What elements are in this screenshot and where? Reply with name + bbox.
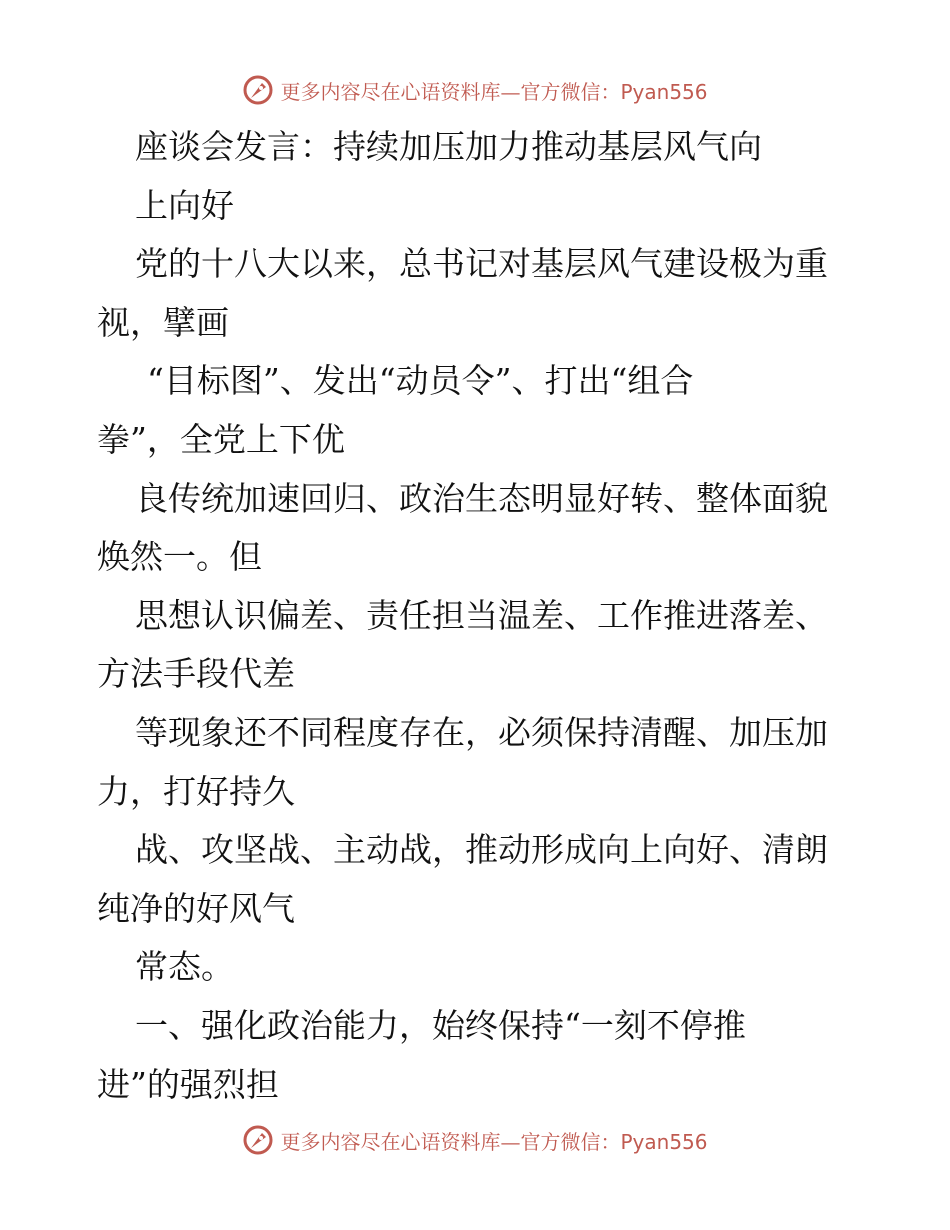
text-line: 一、强化政治能力，始终保持“一刻不停推 xyxy=(135,1005,746,1045)
footer-watermark-banner xyxy=(0,1120,950,1160)
header-watermark-banner xyxy=(0,70,950,110)
text-line: 良传统加速回归、政治生态明显好转、整体面貌 xyxy=(135,478,828,518)
text-line: 焕然一。但 xyxy=(97,537,262,577)
text-line: 纯净的好风气 xyxy=(97,888,295,928)
text-line: 力，打好持久 xyxy=(97,771,295,811)
text-line: 座谈会发言：持续加压加力推动基层风气向 xyxy=(135,127,762,166)
document-body xyxy=(0,118,950,1114)
text-line: 思想认识偏差、责任担当温差、工作推进落差、 xyxy=(135,595,828,635)
text-line: 进”的强烈担 xyxy=(97,1064,279,1104)
banner-text: 更多内容尽在心语资料库—官方微信： xyxy=(280,1129,621,1154)
text-line: 常态。 xyxy=(135,947,234,987)
banner-text: 更多内容尽在心语资料库—官方微信： xyxy=(280,79,621,104)
text-line: 方法手段代差 xyxy=(97,654,295,694)
text-line: 党的十八大以来，总书记对基层风气建设极为重 xyxy=(135,244,828,284)
text-line: 拳”，全党上下优 xyxy=(97,419,345,459)
text-line: 等现象还不同程度存在，必须保持清醒、加压加 xyxy=(135,712,828,752)
pen-nib-logo-icon xyxy=(242,1124,274,1156)
banner-wechat-id: Pyan556 xyxy=(620,79,708,104)
text-line: 上向好 xyxy=(135,185,234,225)
banner-wechat-id: Pyan556 xyxy=(620,1129,708,1154)
text-line: “目标图”、发出“动员令”、打出“组合 xyxy=(147,361,694,401)
pen-nib-logo-icon xyxy=(242,74,274,106)
text-line: 视，擘画 xyxy=(97,302,229,342)
text-line: 战、攻坚战、主动战，推动形成向上向好、清朗 xyxy=(135,830,828,870)
